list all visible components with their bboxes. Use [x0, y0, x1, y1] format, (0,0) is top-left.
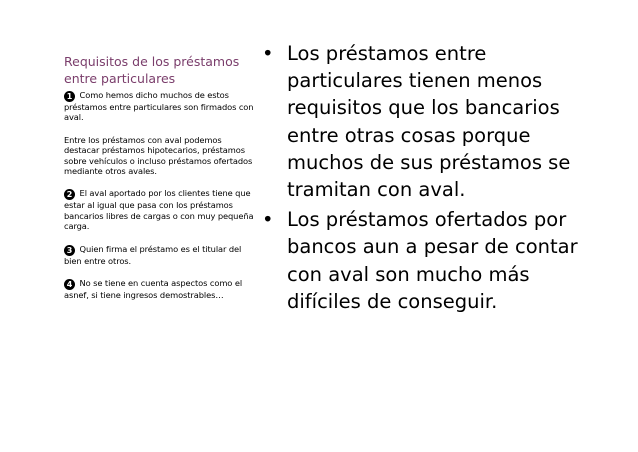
number-badge-1: 1: [64, 91, 75, 102]
number-badge-4: 4: [64, 279, 75, 290]
bullet-item-1: [262, 40, 582, 203]
number-badge-3: 3: [64, 245, 75, 256]
number-badge-2: 2: [64, 189, 75, 200]
note-2: [64, 188, 254, 231]
bullet-item-1-text: Los préstamos entre particulares tienen menos requisitos que los bancarios entre otras cosas porque muchos de sus préstamos se tramitan con aval.: [287, 42, 571, 202]
note-1-text: Como hemos dicho muchos de estos préstamos entre particulares son firmados con aval.: [64, 90, 254, 123]
bullet-item-2: [262, 206, 582, 315]
note-4: [64, 278, 254, 300]
note-3-text: Quien firma el préstamo es el titular del bien entre otros.: [64, 243, 242, 266]
note-2-text: El aval aportado por los clientes tiene que estar al igual que pasa con los préstamos bancarios libres de cargas o con muy pequeña carga.: [64, 188, 254, 232]
bullet-list: [262, 40, 582, 315]
notes-title: Requisitos de los préstamos entre particulares: [64, 54, 240, 86]
left-notes-column: [64, 53, 254, 312]
bullet-item-2-text: Los préstamos ofertados por bancos aun a pesar de contar con aval son mucho más difíciles de conseguir.: [287, 208, 578, 313]
note-1: [64, 90, 254, 123]
note-aval-types: [64, 135, 254, 177]
note-aval-types-text: Entre los préstamos con aval podemos destacar préstamos hipotecarios, préstamos sobre vehículos o incluso préstamos ofertados mediante otros avales.: [64, 134, 253, 177]
bullet-dot-icon: •: [262, 208, 274, 232]
main-bullets: [262, 40, 582, 318]
note-4-text: No se tiene en cuenta aspectos como el asnef, si tiene ingresos demostrables…: [64, 278, 243, 301]
bullet-dot-icon: •: [262, 42, 274, 65]
note-3: [64, 244, 254, 266]
